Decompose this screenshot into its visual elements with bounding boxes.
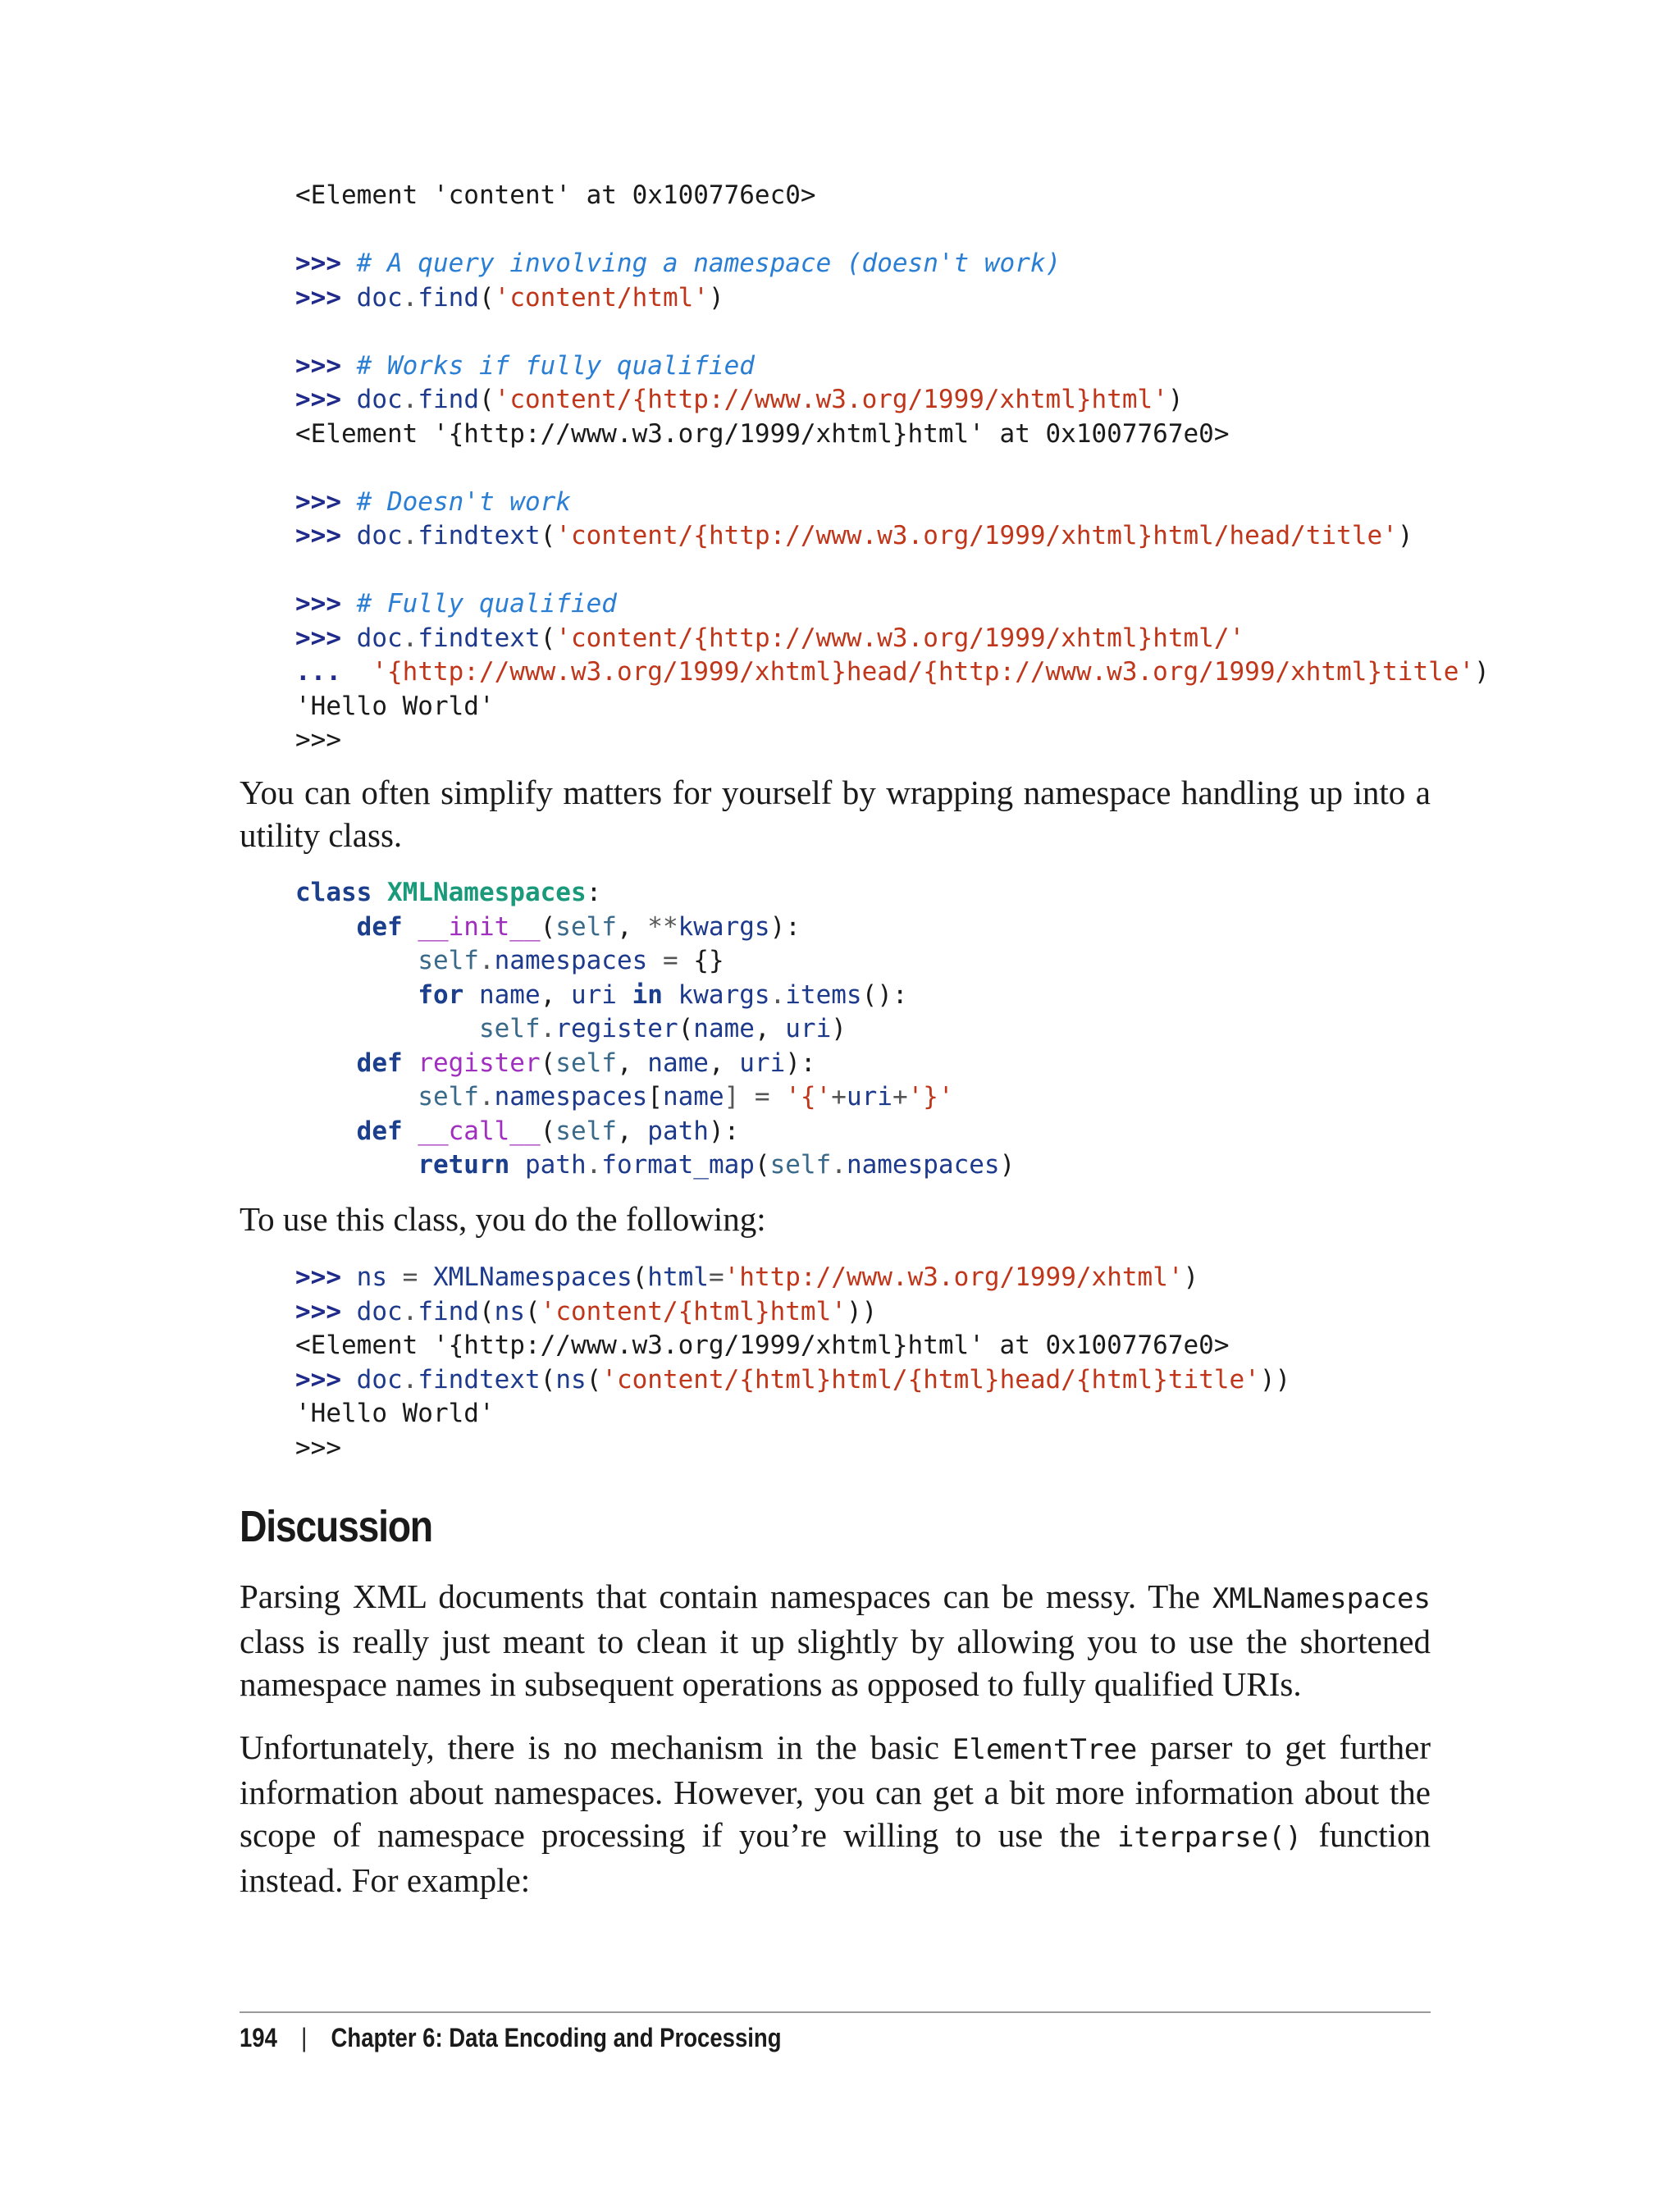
code-line: >>> ns = XMLNamespaces(html='http://www.w3.org/1999/xhtml') (295, 1262, 1199, 1292)
code-line: >>> doc.findtext('content/{http://www.w3.org/1999/xhtml}html/head/title') (295, 521, 1413, 550)
code-line: <Element '{http://www.w3.org/1999/xhtml}html' at 0x1007767e0> (295, 418, 1230, 449)
code-line: self.register(name, uri) (478, 1014, 847, 1043)
code-line: >>> # Doesn't work (295, 486, 571, 517)
code-line: >>> doc.findtext(ns('content/{html}html/{html}head/{html}title')) (295, 1364, 1291, 1395)
code-line (295, 213, 1490, 248)
code-line: def register(self, name, uri): (356, 1048, 816, 1078)
section-heading-discussion: Discussion (240, 1502, 432, 1551)
page-number: 194 (240, 2023, 277, 2052)
code-line: class XMLNamespaces: (295, 878, 602, 907)
code-line: ... '{http://www.w3.org/1999/xhtml}head/{http://www.w3.org/1999/xhtml}title') (295, 657, 1490, 687)
code-line (295, 554, 1490, 588)
paragraph-discussion-1: Parsing XML documents that contain namespaces can be messy. The XMLNamespaces class is really just meant to clean it up slightly by allowing you to use the shortened namespace names in subsequent operations as opposed to fully qualified URIs. (240, 1577, 1431, 1703)
code-block-queries (295, 179, 1490, 758)
paragraph-use-class: To use this class, you do the following: (240, 1200, 766, 1238)
code-line: <Element 'content' at 0x100776ec0> (295, 180, 816, 210)
code-block-xmlnamespaces-class (295, 876, 1015, 1183)
code-line: >>> doc.find('content/html') (295, 282, 724, 313)
code-line: >>> # A query involving a namespace (doesn't work) (295, 249, 1061, 278)
code-line: <Element '{http://www.w3.org/1999/xhtml}html' at 0x1007767e0> (295, 1331, 1230, 1360)
footer-divider (240, 2011, 1431, 2013)
page-footer (240, 2023, 782, 2053)
inline-code: ElementTree (952, 1733, 1138, 1766)
inline-code: XMLNamespaces (1212, 1582, 1431, 1615)
code-line: >>> # Fully qualified (295, 589, 617, 619)
code-line: >>> (295, 1432, 341, 1463)
footer-separator: | (301, 2023, 308, 2052)
chapter-title: Chapter 6: Data Encoding and Processing (331, 2023, 782, 2052)
code-line: 'Hello World' (295, 691, 495, 721)
code-line: self.namespaces = {} (418, 946, 724, 975)
code-line: def __init__(self, **kwargs): (356, 911, 801, 942)
code-line: >>> doc.find('content/{http://www.w3.org/1999/xhtml}html') (295, 385, 1184, 414)
code-line: self.namespaces[name] = '{'+uri+'}' (418, 1082, 954, 1112)
code-line (295, 451, 1490, 486)
code-line: return path.format_map(self.namespaces) (418, 1150, 1016, 1180)
paragraph-discussion-2: Unfortunately, there is no mechanism in the basic ElementTree parser to get further information about namespaces. However, you can get a bit more information about the scope of namespace processing if you’re willing to use the iterparse() function instead. For example: (240, 1728, 1431, 1899)
code-line (295, 315, 1490, 349)
code-line: >>> doc.findtext('content/{http://www.w3.org/1999/xhtml}html/' (295, 623, 1245, 653)
code-line: >>> doc.find(ns('content/{html}html')) (295, 1296, 878, 1326)
inline-code: iterparse() (1116, 1821, 1303, 1854)
paragraph-simplify: You can often simplify matters for yourself by wrapping namespace handling up into a utility class. (240, 774, 1431, 854)
code-block-usage (295, 1261, 1290, 1465)
code-line: for name, uri in kwargs.items(): (418, 979, 908, 1010)
code-line: 'Hello World' (295, 1399, 495, 1428)
code-line: >>> # Works if fully qualified (295, 350, 755, 381)
code-line: >>> (295, 725, 341, 755)
code-line: def __call__(self, path): (356, 1116, 740, 1146)
